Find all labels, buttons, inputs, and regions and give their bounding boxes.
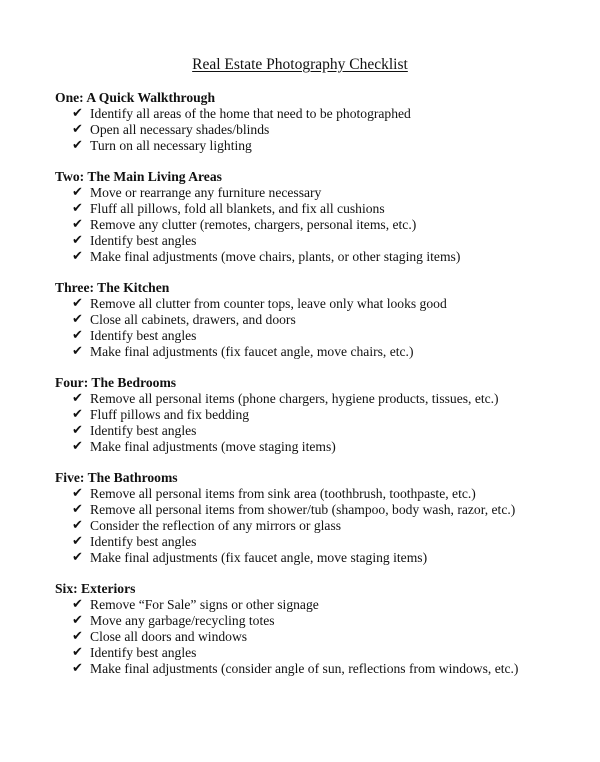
checkmark-icon: ✔ <box>72 613 83 628</box>
checklist-item <box>72 138 585 154</box>
document-title: Real Estate Photography Checklist <box>192 56 408 73</box>
checklist-item <box>72 296 585 312</box>
checkmark-icon: ✔ <box>72 233 83 248</box>
checklist-item <box>72 391 585 407</box>
checklist-item-text: Move or rearrange any furniture necessary <box>90 185 322 200</box>
checklist-item-text: Identify best angles <box>90 645 197 660</box>
checklist-item <box>72 344 585 360</box>
checklist-item <box>72 249 585 265</box>
checklist-item <box>72 439 585 455</box>
checklist-item <box>72 502 585 518</box>
section-heading: Three: The Kitchen <box>55 280 170 295</box>
checklist-item <box>72 629 585 645</box>
checklist-item-text: Make final adjustments (consider angle of sun, reflections from windows, etc.) <box>90 661 519 676</box>
checklist-section <box>55 169 585 265</box>
checkmark-icon: ✔ <box>72 550 83 565</box>
checklist-item-text: Identify best angles <box>90 233 197 248</box>
checklist-body <box>55 90 585 692</box>
checkmark-icon: ✔ <box>72 296 83 311</box>
checkmark-icon: ✔ <box>72 661 83 676</box>
checklist-item-text: Remove all personal items (phone chargers, hygiene products, tissues, etc.) <box>90 391 499 406</box>
checkmark-icon: ✔ <box>72 518 83 533</box>
section-heading: Four: The Bedrooms <box>55 375 177 390</box>
checklist-item-text: Make final adjustments (move staging items) <box>90 439 336 454</box>
checkmark-icon: ✔ <box>72 423 83 438</box>
checklist-item-text: Turn on all necessary lighting <box>90 138 252 153</box>
checklist-item <box>72 518 585 534</box>
checklist-item-text: Remove all personal items from shower/tub (shampoo, body wash, razor, etc.) <box>90 502 516 517</box>
checklist-items <box>55 106 585 154</box>
checklist-item <box>72 645 585 661</box>
checkmark-icon: ✔ <box>72 439 83 454</box>
checklist-item-text: Remove all personal items from sink area (toothbrush, toothpaste, etc.) <box>90 486 476 501</box>
section-heading: Six: Exteriors <box>55 581 136 596</box>
checkmark-icon: ✔ <box>72 486 83 501</box>
checklist-item-text: Remove any clutter (remotes, chargers, personal items, etc.) <box>90 217 417 232</box>
checklist-item <box>72 407 585 423</box>
checklist-item-text: Fluff all pillows, fold all blankets, and fix all cushions <box>90 201 385 216</box>
checklist-item <box>72 423 585 439</box>
section-heading: Five: The Bathrooms <box>55 470 178 485</box>
checklist-item <box>72 534 585 550</box>
checkmark-icon: ✔ <box>72 597 83 612</box>
checklist-item-text: Move any garbage/recycling totes <box>90 613 275 628</box>
section-heading: One: A Quick Walkthrough <box>55 90 216 105</box>
checklist-item-text: Remove “For Sale” signs or other signage <box>90 597 319 612</box>
checklist-item-text: Identify best angles <box>90 423 197 438</box>
checklist-items <box>55 486 585 566</box>
checkmark-icon: ✔ <box>72 328 83 343</box>
checklist-item-text: Make final adjustments (fix faucet angle, move chairs, etc.) <box>90 344 414 359</box>
checklist-item-text: Identify best angles <box>90 328 197 343</box>
checklist-section <box>55 375 585 455</box>
checkmark-icon: ✔ <box>72 312 83 327</box>
checklist-item-text: Consider the reflection of any mirrors or glass <box>90 518 342 533</box>
checkmark-icon: ✔ <box>72 629 83 644</box>
checklist-item <box>72 185 585 201</box>
checklist-item-text: Make final adjustments (fix faucet angle, move staging items) <box>90 550 428 565</box>
checklist-section <box>55 90 585 154</box>
checkmark-icon: ✔ <box>72 217 83 232</box>
checklist-item-text: Open all necessary shades/blinds <box>90 122 270 137</box>
checkmark-icon: ✔ <box>72 391 83 406</box>
checklist-items <box>55 597 585 677</box>
checkmark-icon: ✔ <box>72 201 83 216</box>
checklist-item <box>72 233 585 249</box>
checklist-item <box>72 661 585 677</box>
checkmark-icon: ✔ <box>72 534 83 549</box>
checklist-item-text: Identify best angles <box>90 534 197 549</box>
checklist-item <box>72 597 585 613</box>
checklist-item-text: Make final adjustments (move chairs, plants, or other staging items) <box>90 249 461 264</box>
checkmark-icon: ✔ <box>72 249 83 264</box>
checklist-item <box>72 486 585 502</box>
checklist-item <box>72 550 585 566</box>
checkmark-icon: ✔ <box>72 185 83 200</box>
checklist-item-text: Close all cabinets, drawers, and doors <box>90 312 296 327</box>
checkmark-icon: ✔ <box>72 344 83 359</box>
checklist-item-text: Remove all clutter from counter tops, leave only what looks good <box>90 296 447 311</box>
checkmark-icon: ✔ <box>72 645 83 660</box>
checklist-items <box>55 296 585 360</box>
checkmark-icon: ✔ <box>72 138 83 153</box>
checkmark-icon: ✔ <box>72 122 83 137</box>
checklist-item <box>72 613 585 629</box>
checklist-item <box>72 328 585 344</box>
checklist-item-text: Close all doors and windows <box>90 629 248 644</box>
checklist-section <box>55 470 585 566</box>
checklist-item <box>72 201 585 217</box>
checklist-section <box>55 581 585 677</box>
checklist-items <box>55 391 585 455</box>
checklist-items <box>55 185 585 265</box>
checklist-section <box>55 280 585 360</box>
section-heading: Two: The Main Living Areas <box>55 169 222 184</box>
checkmark-icon: ✔ <box>72 502 83 517</box>
checklist-item-text: Fluff pillows and fix bedding <box>90 407 250 422</box>
checklist-item <box>72 217 585 233</box>
checklist-item-text: Identify all areas of the home that need to be photographed <box>90 106 411 121</box>
checklist-item <box>72 122 585 138</box>
checkmark-icon: ✔ <box>72 106 83 121</box>
checklist-item <box>72 312 585 328</box>
checkmark-icon: ✔ <box>72 407 83 422</box>
checklist-item <box>72 106 585 122</box>
